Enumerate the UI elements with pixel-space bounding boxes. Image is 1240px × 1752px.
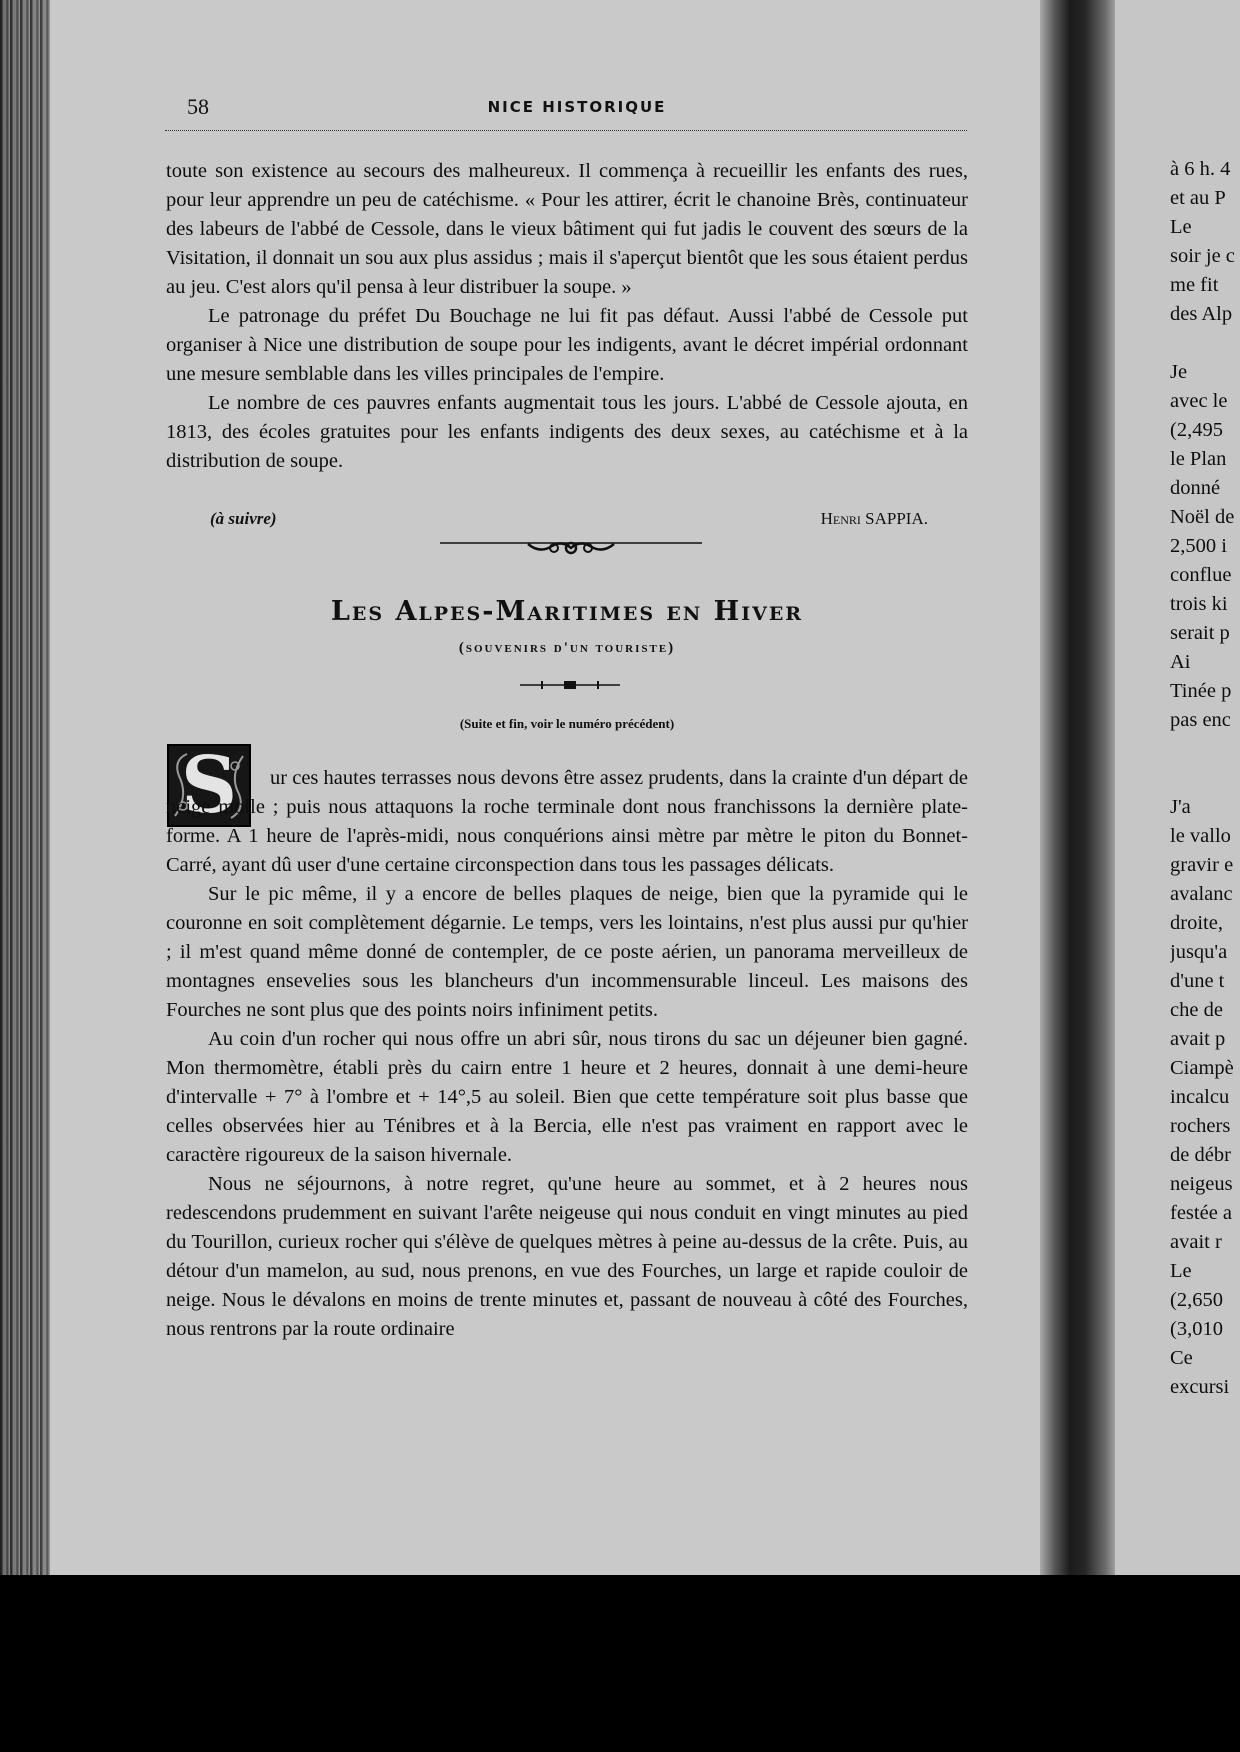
previous-article-text [166,157,968,476]
facing-page-line: Ciampè [1170,1057,1234,1079]
facing-page-line: et au P [1170,187,1226,209]
first-paragraph-text: ur ces hautes terrasses nous devons être assez prudents, dans la crainte d'un départ de neige molle ; puis nous attaquons la roche terminale dont nous franchissons la dernière plate-forme. A 1 heure de l'après-midi, nous conquérions ainsi mètre par mètre le piton du Bonnet-Carré, ayant dû user d'une certaine circonspection dans tous les passages délicats. [166,767,968,876]
page-number: 58 [187,94,209,119]
facing-page-line: J'a [1170,796,1191,818]
facing-page-line: che de [1170,999,1223,1021]
facing-page-line: soir je c [1170,245,1235,267]
facing-page-line: le vallo [1170,825,1231,847]
facing-page-line: trois ki [1170,593,1228,615]
signoff [210,509,928,535]
facing-page-line: incalcu [1170,1086,1230,1108]
facing-page-line: Je [1170,361,1188,383]
page-header [187,92,967,122]
facing-page-line: avait r [1170,1231,1222,1253]
facing-page-line: Ce [1170,1347,1193,1369]
facing-page-line [1170,329,1240,358]
facing-page-line: le Plan [1170,448,1227,470]
facing-page-line: avec le [1170,390,1228,412]
facing-page-line: Le [1170,1260,1192,1282]
facing-page-line: avalanc [1170,883,1233,905]
facing-page-line: Ai [1170,651,1191,673]
facing-page-line: de débr [1170,1144,1231,1166]
facing-page-line: Le [1170,216,1192,238]
facing-page-line: serait p [1170,622,1230,644]
facing-page-line [1170,735,1240,764]
facing-page-line [1170,764,1240,793]
ornamental-divider [440,538,702,556]
facing-page-line: pas enc [1170,709,1231,731]
facing-page-line: 2,500 i [1170,535,1227,557]
facing-page-line: des Alp [1170,303,1233,325]
continuation-note: (Suite et fin, voir le numéro précédent) [459,716,675,731]
facing-page-line: (2,495 [1170,419,1223,441]
facing-page-line: (3,010 [1170,1318,1223,1340]
facing-page-line: d'une t [1170,970,1225,992]
facing-page-line: conflue [1170,564,1232,586]
header-rule [165,130,967,131]
paragraph: Le nombre de ces pauvres enfants augmentait tous les jours. L'abbé de Cessole ajouta, en 1813, des écoles gratuites pour les enfants indigents des deux sexes, au catéchisme et à la distribution de soupe. [166,392,968,472]
author-signature: Henri SAPPIA. [820,509,928,528]
page-gutter [1040,0,1120,1575]
facing-page-line: donné [1170,477,1221,499]
facing-page-line: avait p [1170,1028,1226,1050]
facing-page-line: Tinée p [1170,680,1232,702]
facing-page-line: excursi [1170,1376,1230,1398]
book-edge [0,0,50,1575]
article-title: Les Alpes-Maritimes en Hiver [330,596,804,627]
facing-page-line: gravir e [1170,854,1234,876]
facing-page-line: droite, [1170,912,1223,934]
facing-page-line: me fit [1170,274,1219,296]
running-title: NICE HISTORIQUE [487,98,667,116]
facing-page-line: festée a [1170,1202,1233,1224]
paragraph: Le patronage du préfet Du Bouchage ne lui fit pas défaut. Aussi l'abbé de Cessole put organiser à Nice une distribution de soupe pour les indigents, avant le décret impérial ordonnant une mesure semblable dans les villes principales de l'empire. [166,305,968,385]
small-divider [520,679,620,691]
article-text [166,764,968,1344]
drop-cap-letter: S [180,740,238,831]
facing-page-line: jusqu'a [1170,941,1228,963]
facing-page-line: Noël de [1170,506,1235,528]
facing-page-line: à 6 h. 4 [1170,158,1231,180]
facing-page-line: neigeus [1170,1173,1233,1195]
paragraph: Sur le pic même, il y a encore de belles plaques de neige, bien que la pyramide qui le couronne en soit complètement dégarnie. Le temps, vers les lointains, n'est plus aussi pur qu'hier ; il m'est quand même donné de contempler, de ce poste aérien, un panorama merveilleux de montagnes ensevelies sous les blancheurs d'un incommensurable linceul. Les maisons des Fourches ne sont plus que des points noirs infiniment petits. [166,883,968,1021]
facing-page-column [1170,155,1240,1402]
paragraph [166,764,968,880]
article-subtitle: (souvenirs d'un touriste) [458,640,676,656]
a-suivre-note: (à suivre) [210,509,277,528]
facing-page-line: rochers [1170,1115,1231,1137]
facing-page-line: (2,650 [1170,1289,1223,1311]
paragraph: Au coin d'un rocher qui nous offre un abri sûr, nous tirons du sac un déjeuner bien gagné. Mon thermomètre, établi près du cairn entre 1 heure et 2 heures, donnait à une demi-heure d'intervalle + 7° à l'ombre et + 14°,5 au soleil. Bien que cette température soit plus basse que celles observées hier au Ténibres et à la Bercia, elle n'est pas vraiment en rapport avec le caractère rigoureux de la saison hivernale. [166,1028,968,1166]
paragraph: Nous ne séjournons, à notre regret, qu'une heure au sommet, et à 2 heures nous redescendons prudemment en suivant l'arête neigeuse qui nous conduit en vingt minutes au pied du Tourillon, curieux rocher qui s'élève de quelques mètres à peine au-dessus de la crête. Puis, au détour d'un mamelon, au sud, nous prenons, en vue des Fourches, un large et rapide couloir de neige. Nous le dévalons en moins de trente minutes et, passant de nouveau à côté des Fourches, nous rentrons par la route ordinaire [166,1173,968,1340]
paragraph: toute son existence au secours des malheureux. Il commença à recueillir les enfants des rues, pour leur apprendre un peu de catéchisme. « Pour les attirer, écrit le chanoine Brès, continuateur des labeurs de l'abbé de Cessole, dans le vieux bâtiment qui fut jadis le couvent des sœurs de la Visitation, il donnait un sou aux plus assidus ; mais il s'aperçut bientôt que les sous étaient perdus au jeu. C'est alors qu'il pensa à leur distribuer la soupe. » [166,160,968,298]
